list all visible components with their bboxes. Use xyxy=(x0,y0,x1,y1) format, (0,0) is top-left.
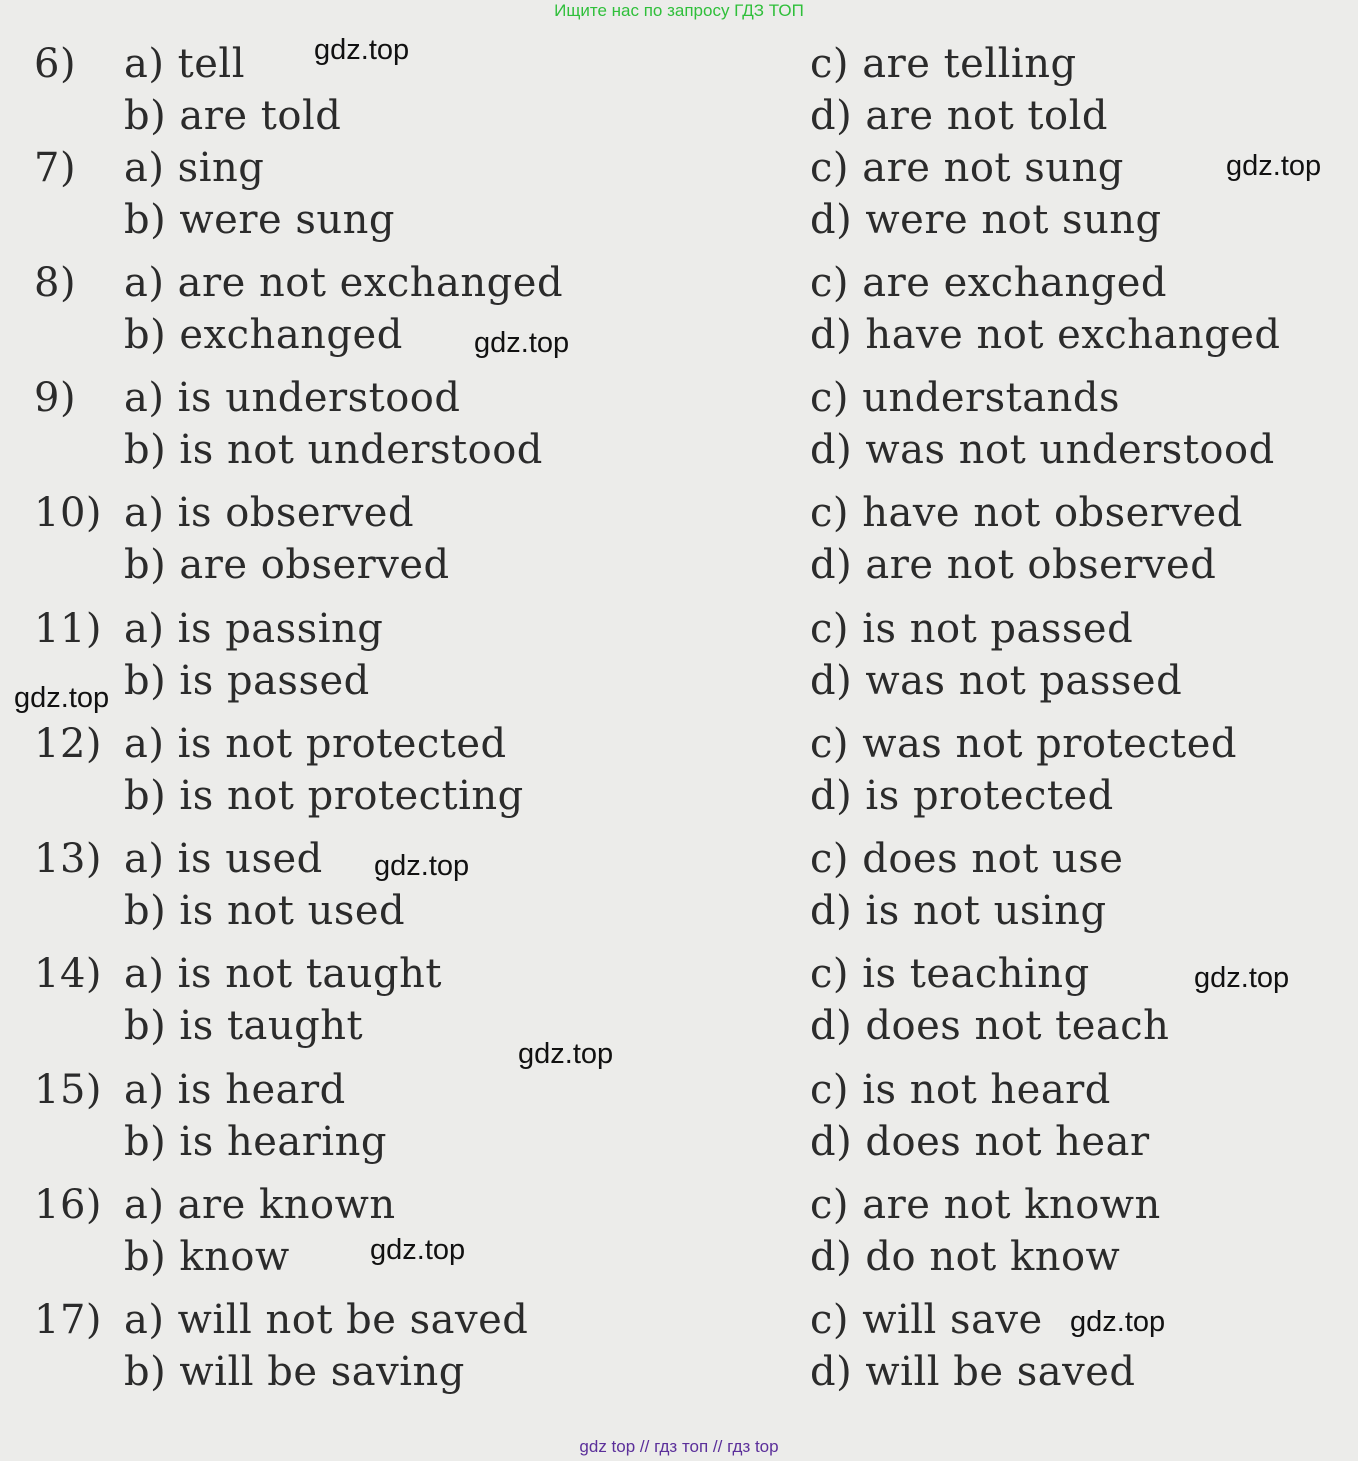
watermark: gdz.top xyxy=(518,1038,614,1070)
option-c: c) was not protected xyxy=(810,721,1237,767)
option-c: c) have not observed xyxy=(810,490,1243,536)
watermark: gdz.top xyxy=(1194,962,1290,994)
watermark: gdz.top xyxy=(1226,150,1322,182)
option-c: c) does not use xyxy=(810,836,1124,882)
watermark: gdz.top xyxy=(314,34,410,66)
option-d: d) is not using xyxy=(810,888,1107,934)
question-number: 17) xyxy=(34,1297,103,1343)
option-d: d) does not teach xyxy=(810,1003,1170,1049)
option-d: d) was not passed xyxy=(810,658,1183,704)
option-a: a) is not taught xyxy=(124,951,442,997)
option-a: a) is heard xyxy=(124,1067,346,1113)
question-number: 15) xyxy=(34,1067,103,1113)
watermark: gdz.top xyxy=(1070,1306,1166,1338)
option-c: c) are not known xyxy=(810,1182,1161,1228)
option-a: a) tell xyxy=(124,41,245,87)
watermark: gdz.top xyxy=(14,682,110,714)
option-b: b) exchanged xyxy=(124,312,403,358)
option-a: a) will not be saved xyxy=(124,1297,529,1343)
top-banner: Ищите нас по запросу ГДЗ ТОП xyxy=(554,1,804,20)
option-b: b) are told xyxy=(124,93,342,139)
option-b: b) are observed xyxy=(124,542,450,588)
option-d: d) do not know xyxy=(810,1234,1121,1280)
question-number: 6) xyxy=(34,41,77,87)
option-c: c) are telling xyxy=(810,41,1077,87)
option-a: a) is used xyxy=(124,836,323,882)
option-b: b) is passed xyxy=(124,658,370,704)
question-number: 13) xyxy=(34,836,103,882)
question-number: 7) xyxy=(34,145,77,191)
option-a: a) is observed xyxy=(124,490,415,536)
option-b: b) is not understood xyxy=(124,427,543,473)
question-number: 11) xyxy=(34,606,103,652)
option-a: a) is understood xyxy=(124,375,461,421)
question-number: 14) xyxy=(34,951,103,997)
option-d: d) were not sung xyxy=(810,197,1162,243)
option-b: b) were sung xyxy=(124,197,395,243)
option-a: a) sing xyxy=(124,145,265,191)
watermark: gdz.top xyxy=(374,850,470,882)
option-c: c) understands xyxy=(810,375,1120,421)
question-number: 9) xyxy=(34,375,77,421)
option-a: a) is not protected xyxy=(124,721,507,767)
option-c: c) is teaching xyxy=(810,951,1090,997)
option-c: c) are not sung xyxy=(810,145,1124,191)
question-number: 12) xyxy=(34,721,103,767)
option-b: b) is not used xyxy=(124,888,406,934)
watermark: gdz.top xyxy=(474,327,570,359)
option-b: b) know xyxy=(124,1234,290,1280)
option-a: a) is passing xyxy=(124,606,384,652)
option-d: d) have not exchanged xyxy=(810,312,1281,358)
option-c: c) is not heard xyxy=(810,1067,1111,1113)
option-d: d) was not understood xyxy=(810,427,1275,473)
option-d: d) does not hear xyxy=(810,1119,1150,1165)
option-b: b) is hearing xyxy=(124,1119,388,1165)
option-c: c) is not passed xyxy=(810,606,1134,652)
option-a: a) are known xyxy=(124,1182,396,1228)
option-d: d) is protected xyxy=(810,773,1114,819)
watermark: gdz.top xyxy=(370,1234,466,1266)
option-d: d) are not told xyxy=(810,93,1108,139)
option-b: b) will be saving xyxy=(124,1349,465,1395)
question-number: 16) xyxy=(34,1182,103,1228)
option-b: b) is not protecting xyxy=(124,773,524,819)
option-c: c) are exchanged xyxy=(810,260,1167,306)
option-d: d) are not observed xyxy=(810,542,1217,588)
question-number: 8) xyxy=(34,260,77,306)
option-a: a) are not exchanged xyxy=(124,260,564,306)
option-b: b) is taught xyxy=(124,1003,364,1049)
bottom-banner: gdz top // гдз топ // гдз top xyxy=(579,1437,779,1456)
option-c: c) will save xyxy=(810,1297,1043,1343)
option-d: d) will be saved xyxy=(810,1349,1136,1395)
question-number: 10) xyxy=(34,490,103,536)
